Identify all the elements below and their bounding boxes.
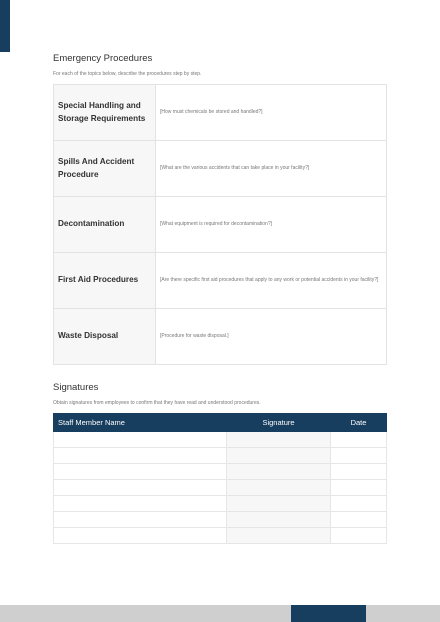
procedure-value[interactable]: [What equipment is required for decontamination?] [156, 197, 387, 253]
column-header-date: Date [331, 414, 387, 432]
signature-cell[interactable] [227, 512, 331, 528]
staff-name-cell[interactable] [54, 512, 227, 528]
column-header-signature: Signature [227, 414, 331, 432]
procedure-row [54, 85, 387, 141]
date-cell[interactable] [331, 448, 387, 464]
staff-name-cell[interactable] [54, 528, 227, 544]
signature-row [54, 496, 387, 512]
signature-row [54, 480, 387, 496]
emergency-section-title: Emergency Procedures [53, 53, 153, 64]
procedure-label: Special Handling and Storage Requirements [54, 85, 156, 141]
emergency-section-description: For each of the topics below, describe the procedures step by step. [53, 71, 202, 77]
procedure-value[interactable]: [Are there specific first aid procedures that apply to any work or potential accidents in your facility?] [156, 253, 387, 309]
staff-name-cell[interactable] [54, 448, 227, 464]
staff-name-cell[interactable] [54, 432, 227, 448]
footer-bar [0, 605, 440, 622]
procedure-value[interactable]: [How must chemicals be stored and handled?] [156, 85, 387, 141]
procedure-value[interactable]: [Procedure for waste disposal.] [156, 309, 387, 365]
date-cell[interactable] [331, 496, 387, 512]
procedure-row [54, 309, 387, 365]
procedure-row [54, 141, 387, 197]
staff-name-cell[interactable] [54, 464, 227, 480]
date-cell[interactable] [331, 432, 387, 448]
procedure-label: First Aid Procedures [54, 253, 156, 309]
signature-row [54, 432, 387, 448]
signatures-header-row [54, 414, 387, 432]
signature-cell[interactable] [227, 432, 331, 448]
procedure-row [54, 253, 387, 309]
staff-name-cell[interactable] [54, 496, 227, 512]
signature-cell[interactable] [227, 480, 331, 496]
footer-accent-block [291, 605, 366, 622]
signature-cell[interactable] [227, 464, 331, 480]
signature-cell[interactable] [227, 528, 331, 544]
date-cell[interactable] [331, 528, 387, 544]
procedure-row [54, 197, 387, 253]
procedure-label: Waste Disposal [54, 309, 156, 365]
date-cell[interactable] [331, 512, 387, 528]
corner-accent-bar [0, 0, 10, 52]
date-cell[interactable] [331, 480, 387, 496]
signature-cell[interactable] [227, 496, 331, 512]
signature-row [54, 512, 387, 528]
signature-cell[interactable] [227, 448, 331, 464]
procedure-label: Spills And Accident Procedure [54, 141, 156, 197]
staff-name-cell[interactable] [54, 480, 227, 496]
signatures-section-description: Obtain signatures from employees to confirm that they have read and understood procedures. [53, 400, 261, 406]
procedure-value[interactable]: [What are the various accidents that can take place in your facility?] [156, 141, 387, 197]
signature-row [54, 528, 387, 544]
column-header-staff-name: Staff Member Name [54, 414, 227, 432]
signatures-table [53, 413, 387, 544]
date-cell[interactable] [331, 464, 387, 480]
procedure-label: Decontamination [54, 197, 156, 253]
signature-row [54, 448, 387, 464]
signatures-section-title: Signatures [53, 382, 99, 393]
procedures-table [53, 84, 387, 365]
signature-row [54, 464, 387, 480]
signatures-table-body [54, 432, 387, 544]
